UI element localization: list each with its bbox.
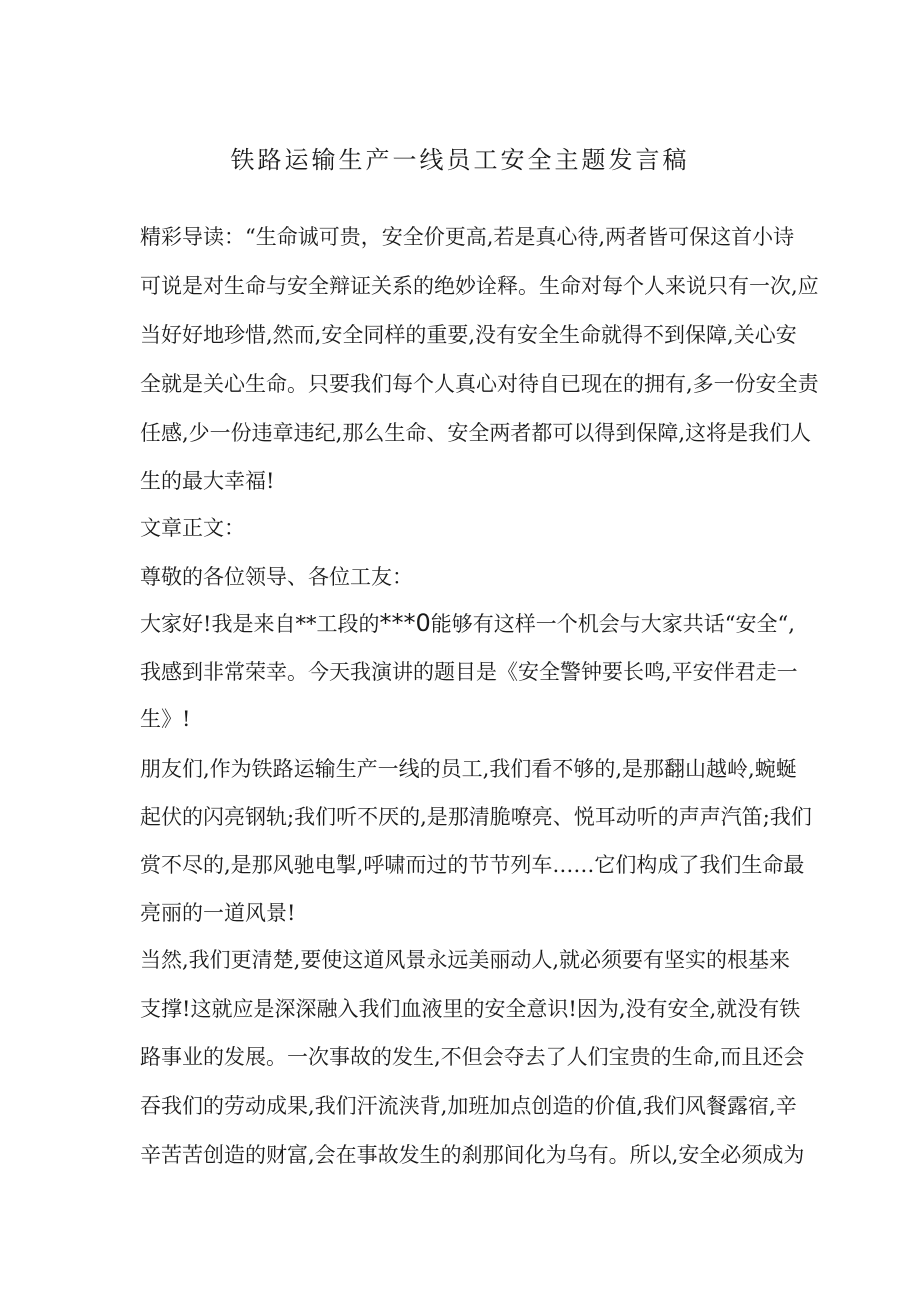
- text-line: 任感,少一份违章违纪,那么生命、安全两者都可以得到保障,这将是我们人: [140, 421, 812, 445]
- text-line: 全就是关心生命。只要我们每个人真心对待自已现在的拥有,多一份安全责: [140, 372, 819, 396]
- text-line: 赏不尽的,是那风驰电掣,呼啸而过的节节列车……它们构成了我们生命最: [140, 853, 805, 877]
- text-line: 生》!: [140, 707, 191, 731]
- greeting-part-1: 大家好!我是来自**工段的: [140, 612, 380, 636]
- text-line: 生的最大幸福!: [140, 469, 275, 493]
- text-line: 支撑!这就应是深深融入我们血液里的安全意识!因为,没有安全,就没有铁: [140, 997, 801, 1021]
- text-line: 亮丽的一道风景!: [140, 901, 296, 925]
- section-label: 文章正文：: [140, 516, 245, 540]
- text-line: 当然,我们更清楚,要使这道风景永远美丽动人,就必须要有坚实的根基来: [140, 948, 791, 972]
- text-line: 辛苦苦创造的财富,会在事故发生的刹那间化为乌有。所以,安全必须成为: [140, 1143, 805, 1167]
- text-line: 吞我们的劳动成果,我们汗流浃背,加班加点创造的价值,我们风餐露宿,辛: [140, 1094, 797, 1118]
- text-line: 当好好地珍惜,然而,安全同样的重要,没有安全生命就得不到保障,关心安: [140, 323, 797, 347]
- text-line: 精彩导读：“生命诚可贵，安全价更高,若是真心待,两者皆可保这首小诗: [140, 225, 795, 249]
- text-line: 我感到非常荣幸。今天我演讲的题目是《安全警钟要长鸣,平安伴君走一: [140, 660, 798, 684]
- text-line: 起伏的闪亮钢轨;我们听不厌的,是那清脆嘹亮、悦耳动听的声声汽笛;我们: [140, 805, 812, 829]
- text-line: 可说是对生命与安全辩证关系的绝妙诠释。生命对每个人来说只有一次,应: [140, 274, 819, 298]
- greeting-part-2: ***0: [379, 609, 431, 637]
- greeting-part-3: 能够有这样一个机会与大家共话“安全“,: [430, 612, 795, 636]
- text-line: 路事业的发展。一次事故的发生,不但会夺去了人们宝贵的生命,而且还会: [140, 1045, 805, 1069]
- document-title: 铁路运输生产一线员工安全主题发言稿: [230, 146, 690, 174]
- greeting-line: [140, 608, 795, 639]
- text-line: 朋友们,作为铁路运输生产一线的员工,我们看不够的,是那翻山越岭,蜿蜒: [140, 757, 797, 781]
- salutation: 尊敬的各位领导、各位工友：: [140, 565, 413, 589]
